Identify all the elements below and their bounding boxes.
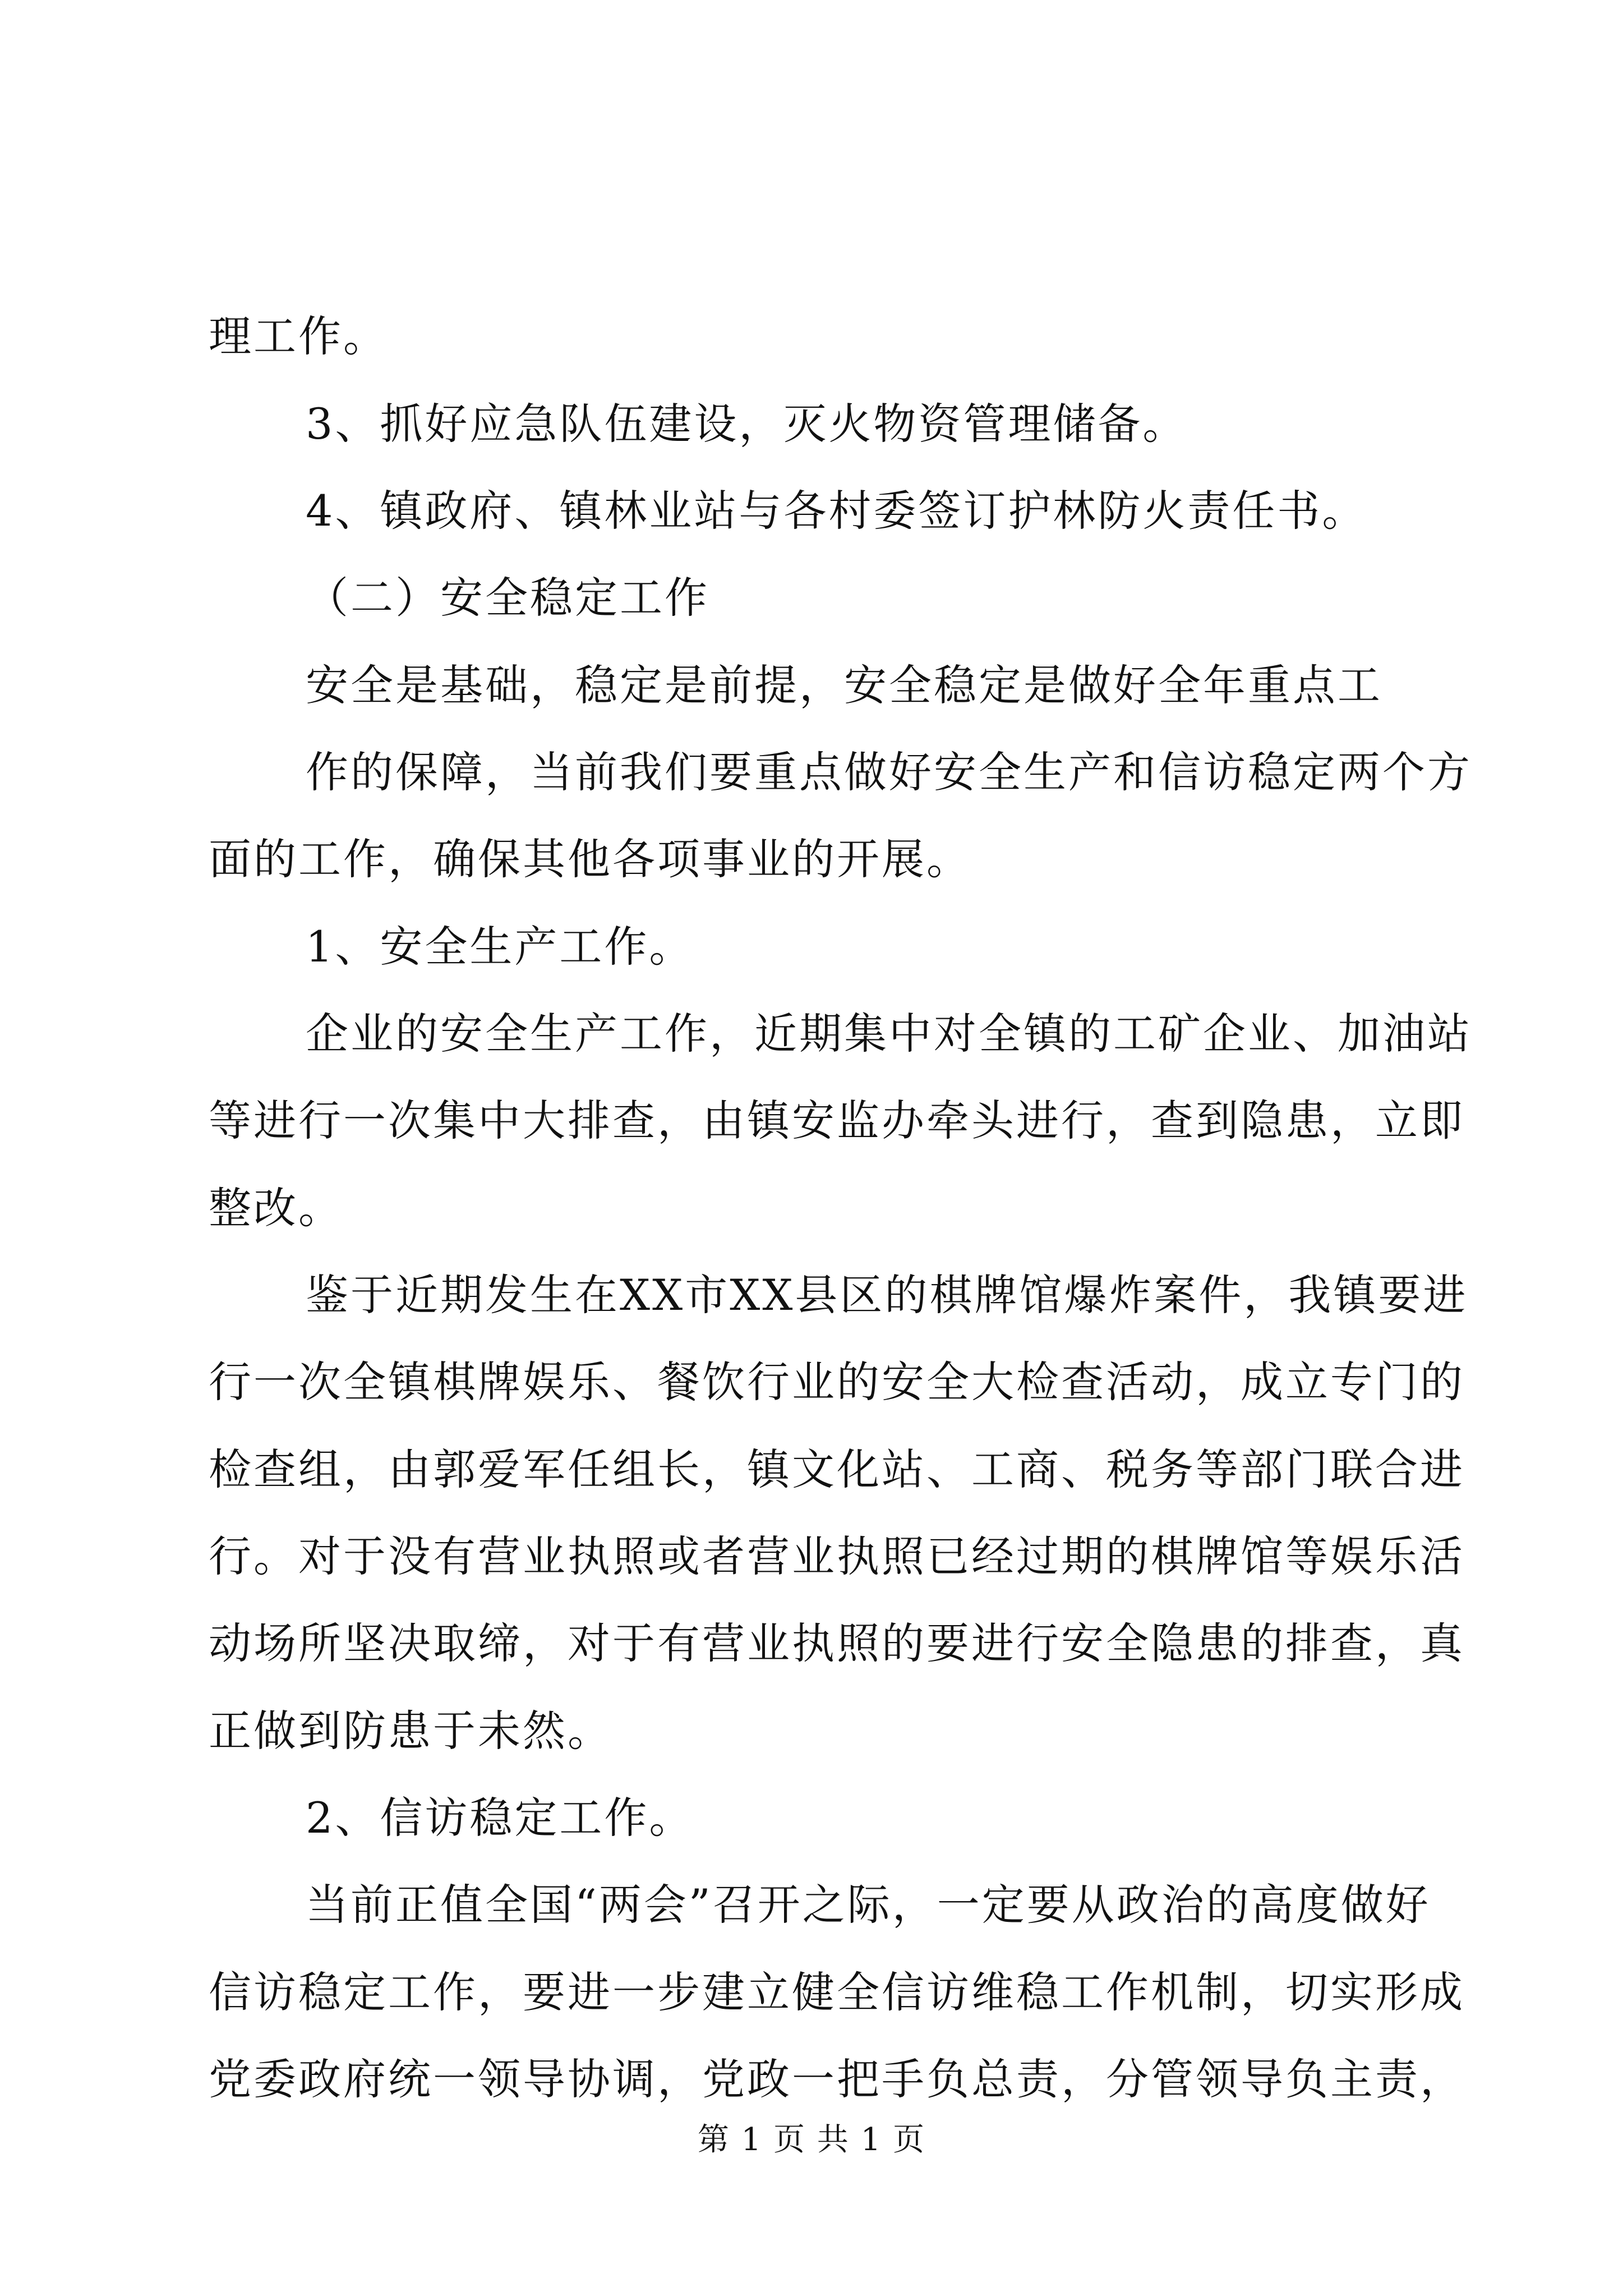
text-line: 行。对于没有营业执照或者营业执照已经过期的棋牌馆等娱乐活 [209, 1531, 1465, 1581]
page-footer: 第 1 页 共 1 页 [697, 2122, 926, 2158]
text-line: 理工作。 [209, 311, 388, 361]
text-line: 等进行一次集中大排查，由镇安监办牵头进行，查到隐患，立即 [209, 1096, 1465, 1145]
section-heading: （二）安全稳定工作 [306, 573, 709, 623]
text-line: 企业的安全生产工作，近期集中对全镇的工矿企业、加油站 [306, 1009, 1472, 1059]
text-line: 鉴于近期发生在XX市XX县区的棋牌馆爆炸案件，我镇要进 [306, 1270, 1468, 1320]
text-line: 面的工作，确保其他各项事业的开展。 [209, 834, 971, 884]
text-line: 当前正值全国“两会”召开之际，一定要从政治的高度做好 [306, 1880, 1431, 1930]
text-line: 行一次全镇棋牌娱乐、餐饮行业的安全大检查活动，成立专门的 [209, 1357, 1465, 1407]
text-line: 动场所坚决取缔，对于有营业执照的要进行安全隐患的排查，真 [209, 1618, 1465, 1668]
text-line: 安全是基础，稳定是前提，安全稳定是做好全年重点工 [306, 660, 1382, 710]
text-line: 2、信访稳定工作。 [306, 1793, 694, 1843]
text-line: 4、镇政府、镇林业站与各村委签订护林防火责任书。 [306, 486, 1367, 536]
text-line: 3、抓好应急队伍建设，灭火物资管理储备。 [306, 399, 1188, 449]
text-line: 作的保障，当前我们要重点做好安全生产和信访稳定两个方 [306, 747, 1472, 797]
text-line: 整改。 [209, 1183, 343, 1233]
text-line: 信访稳定工作，要进一步建立健全信访维稳工作机制，切实形成 [209, 1967, 1465, 2017]
text-line: 1、安全生产工作。 [306, 922, 694, 972]
text-line: 检查组，由郭爱军任组长，镇文化站、工商、税务等部门联合进 [209, 1444, 1465, 1494]
text-line: 正做到防患于未然。 [209, 1706, 612, 1756]
text-line: 党委政府统一领导协调，党政一把手负总责，分管领导负主责， [209, 2054, 1465, 2104]
